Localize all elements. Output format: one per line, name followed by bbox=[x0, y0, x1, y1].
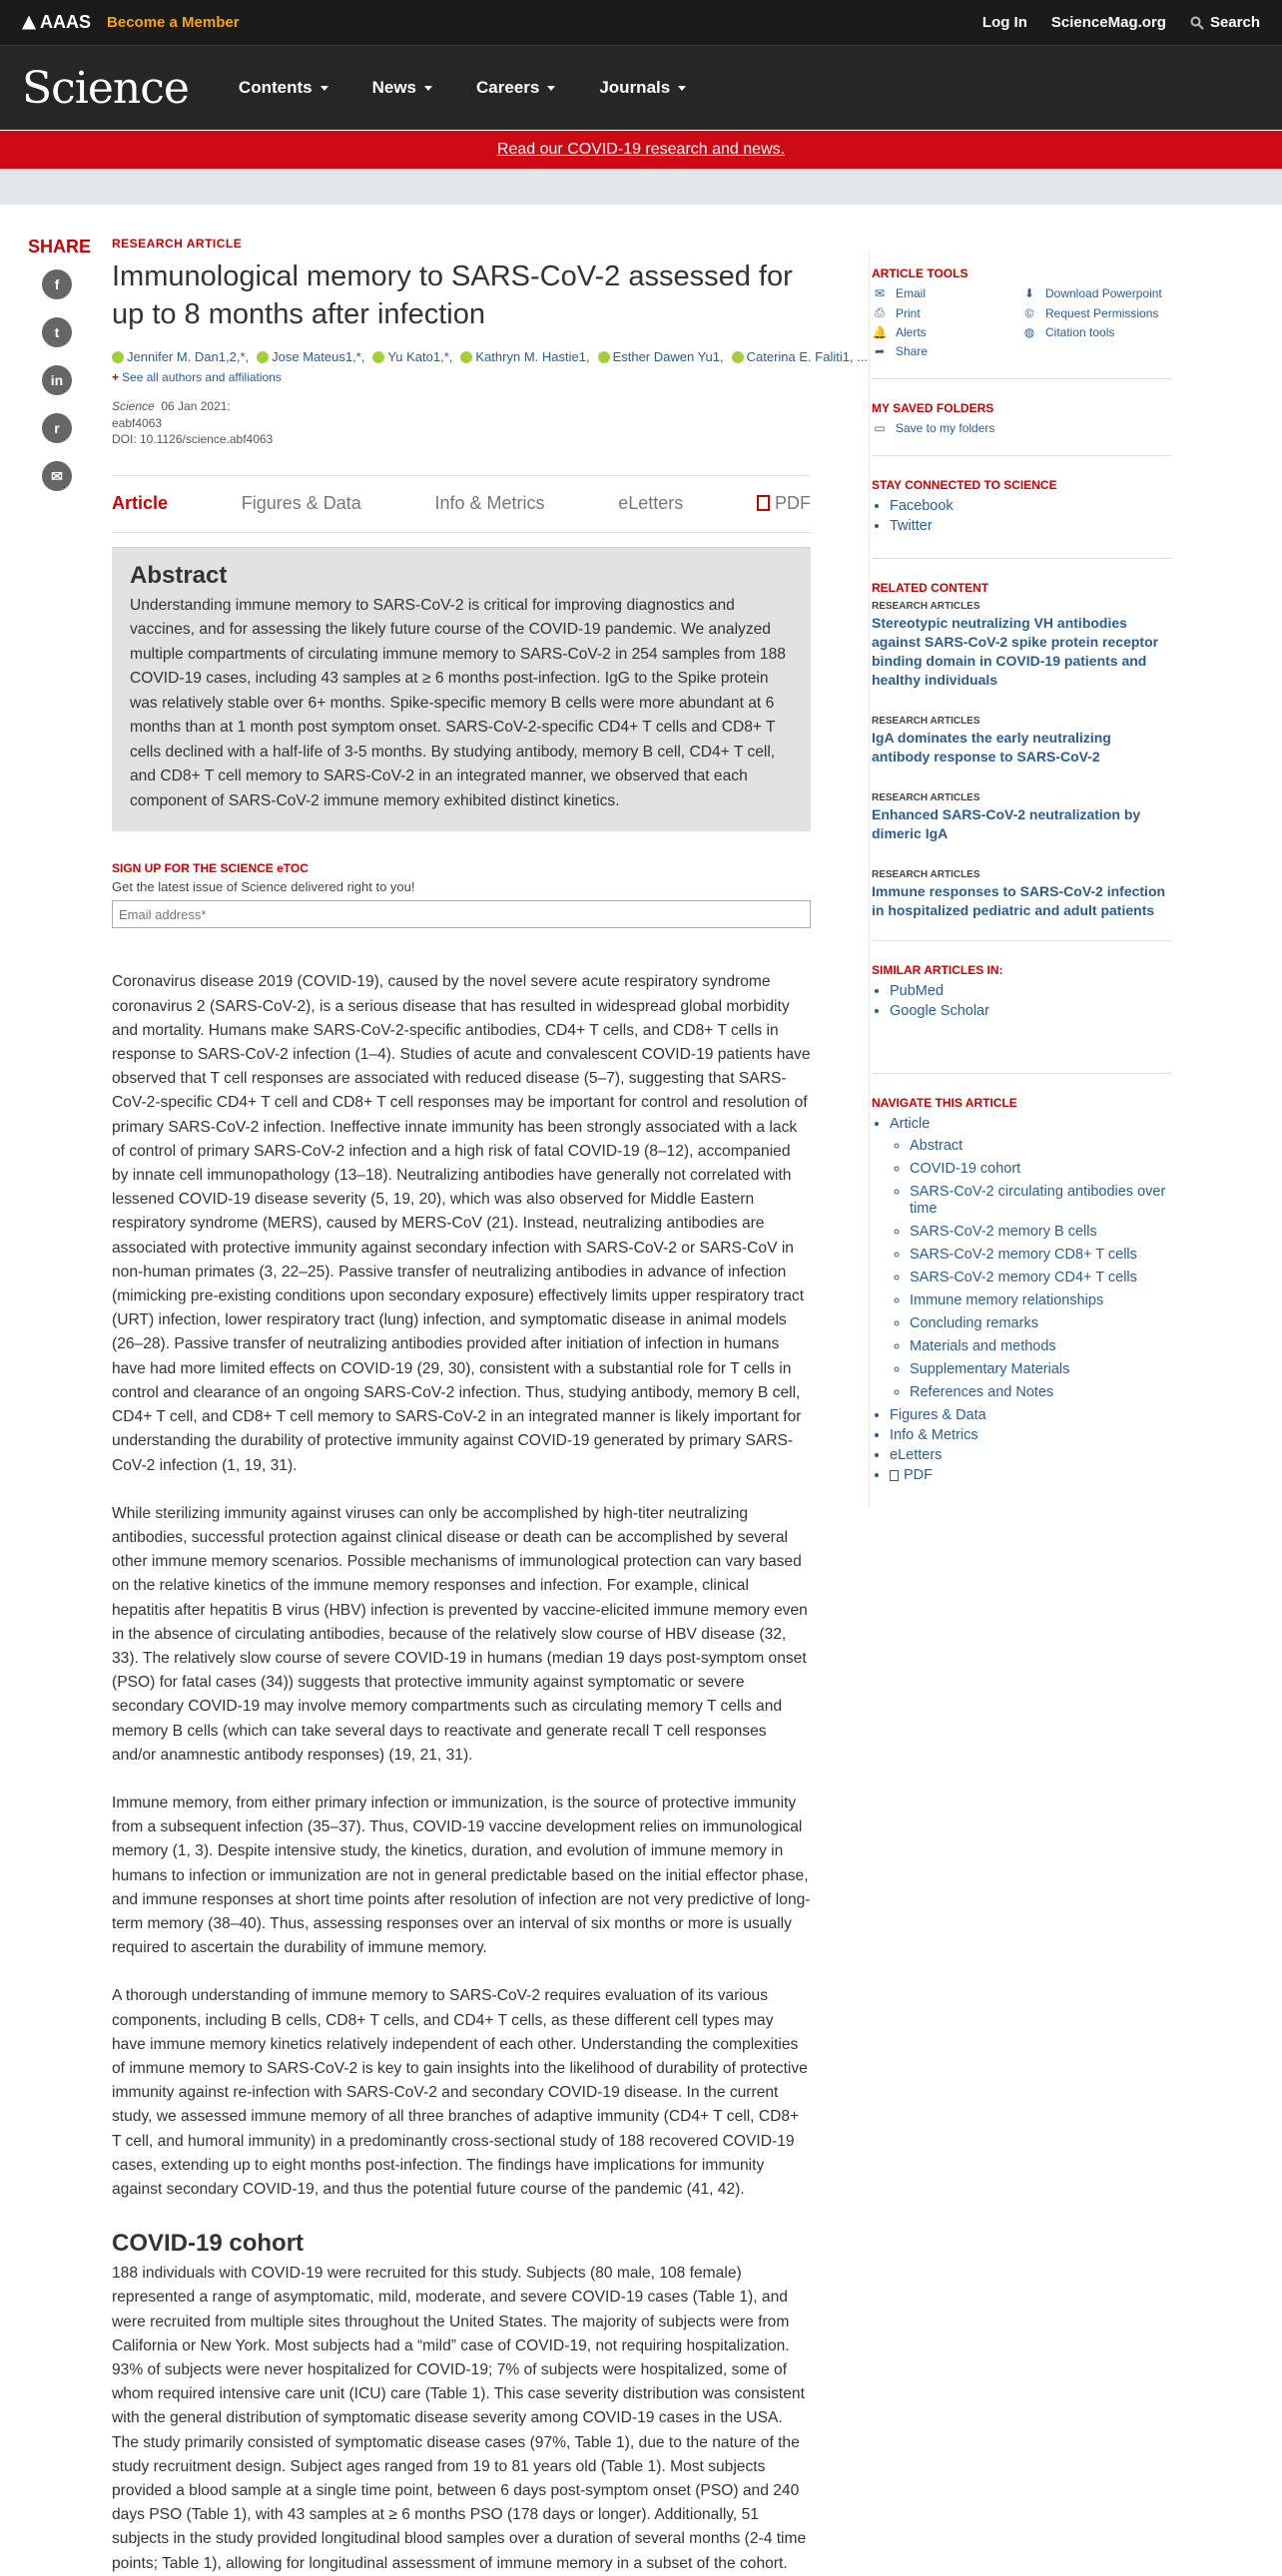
tool-download-powerpoint[interactable]: ⬇ Download Powerpoint bbox=[1021, 286, 1171, 300]
nav-concluding[interactable]: Concluding remarks bbox=[910, 1315, 1038, 1331]
author[interactable]: Jennifer M. Dan1,2,*, bbox=[112, 349, 249, 364]
aaas-logo[interactable]: AAAS bbox=[22, 12, 91, 33]
save-to-folders-link[interactable]: ▭ Save to my folders bbox=[872, 421, 1171, 435]
email-field[interactable] bbox=[112, 900, 811, 928]
nav-cd8-t-cells[interactable]: SARS-CoV-2 memory CD8+ T cells bbox=[910, 1247, 1137, 1263]
author-list bbox=[112, 349, 869, 365]
navigate-heading: NAVIGATE THIS ARTICLE bbox=[872, 1096, 1017, 1110]
main-nav bbox=[0, 46, 1282, 130]
copyright-icon: © bbox=[1024, 305, 1034, 320]
covid-banner bbox=[0, 131, 1282, 169]
related-kicker: RESEARCH ARTICLES bbox=[872, 869, 980, 880]
nav-covid-cohort[interactable]: COVID-19 cohort bbox=[910, 1161, 1021, 1177]
share-title: SHARE bbox=[28, 237, 92, 257]
facebook-icon[interactable]: f bbox=[42, 269, 72, 299]
related-kicker: RESEARCH ARTICLES bbox=[872, 716, 980, 727]
chevron-down-icon bbox=[320, 86, 328, 91]
nav-figures-data[interactable]: Figures & Data bbox=[890, 1407, 986, 1423]
search-button[interactable]: Search bbox=[1190, 14, 1260, 31]
section-heading: COVID-19 cohort bbox=[112, 2230, 305, 2258]
tool-alerts[interactable]: 🔔 Alerts bbox=[872, 325, 927, 339]
print-icon: ⎙ bbox=[875, 305, 885, 319]
become-member-link[interactable]: Become a Member bbox=[107, 14, 240, 31]
article-tabs bbox=[112, 475, 811, 533]
nav-journals[interactable]: Journals bbox=[599, 78, 686, 98]
abstract-text: Understanding immune memory to SARS-CoV-2 is critical for improving diagnostics and vaccines, and for assessing the likely future course of the COVID-19 pandemic. We analyzed multiple compartments of circulating immune memory to SARS-CoV-2 in 254 samples from 188 COVID-19 cases, including 43 samples at ≥ 6 months post-infection. IgG to the Spike protein was relatively stable over 6+ months. Spike-specific memory B cells were more abundant at 6 months than at 1 month post symptom onset. SARS-CoV-2-specific CD4+ T cells and CD8+ T cells declined with a half-life of 3-5 months. By studying antibody, memory B cell, CD4+ T cell, and CD8+ T cell memory to SARS-CoV-2 in an integrated manner, we observed that each component of SARS-CoV-2 immune memory exhibited distinct kinetics. bbox=[130, 596, 786, 809]
related-link[interactable]: Enhanced SARS-CoV-2 neutralization by dimeric IgA bbox=[872, 806, 1141, 841]
orcid-icon bbox=[257, 351, 269, 363]
body-paragraph: Immune memory, from either primary infection or immunization, is the source of protective immunity from a subsequent infection (35–37). Thus, COVID-19 vaccine development relies on immunological memory (1, 3). Despite intensive study, the kinetics, duration, and evolution of immune memory in humans to infection or immunization are not in general predictable based on the initial effector phase, and immune responses at short time points after resolution of infection are not very predictive of long-term memory (38–40). Thus, assessing responses over an interval of six months or more is usually required to ascertain the durability of immune memory. bbox=[112, 1794, 811, 1957]
etoc-subtitle: Get the latest issue of Science delivered right to you! bbox=[112, 879, 415, 895]
stay-connected bbox=[872, 456, 1171, 559]
body-paragraph: While sterilizing immunity against viruses can only be accomplished by high-titer neutralizing antibodies, successful protection against clinical disease or death can be accomplished by several other immune memory scenarios. Possible mechanisms of immunological protection can vary based on the relative kinetics of the immune memory responses and infection. For example, clinical hepatitis after hepatitis B virus (HBV) infection is prevented by vaccine-elicited immune memory even in the absence of circulating antibodies, because of the relatively slow course of HBV disease (32, 33). The relatively slow course of severe COVID-19 in humans (median 19 days post-symptom onset (PSO) for fatal cases (34)) suggests that protective immunity against symptomatic or severe secondary COVID-19 may involve memory compartments such as circulating memory T cells and memory B cells (which can take several days to reactivate and generate recall T cell responses and/or anamnestic antibody responses) (19, 21, 31). bbox=[112, 1504, 808, 1764]
nav-references[interactable]: References and Notes bbox=[910, 1384, 1054, 1400]
download-icon: ⬇ bbox=[1023, 286, 1035, 300]
nav-memory-b-cells[interactable]: SARS-CoV-2 memory B cells bbox=[910, 1224, 1097, 1240]
nav-abstract[interactable]: Abstract bbox=[910, 1138, 963, 1154]
facebook-link[interactable]: Facebook bbox=[890, 498, 954, 514]
pub-date: 06 Jan 2021: bbox=[161, 399, 231, 414]
related-kicker: RESEARCH ARTICLES bbox=[872, 601, 980, 612]
related-content-heading: RELATED CONTENT bbox=[872, 581, 989, 595]
abstract-heading: Abstract bbox=[130, 561, 228, 589]
chevron-down-icon bbox=[678, 86, 686, 91]
etoc-title: SIGN UP FOR THE SCIENCE eTOC bbox=[112, 861, 309, 876]
author[interactable]: Caterina E. Faliti1, ... bbox=[732, 349, 868, 364]
plus-icon: + bbox=[112, 370, 120, 385]
nav-methods[interactable]: Materials and methods bbox=[910, 1338, 1056, 1354]
similar-articles bbox=[872, 941, 1171, 1073]
covid-banner-link[interactable]: Read our COVID-19 research and news. bbox=[496, 141, 786, 158]
tool-print[interactable]: ⎙ Print bbox=[872, 305, 1021, 320]
stay-connected-heading: STAY CONNECTED TO SCIENCE bbox=[872, 478, 1057, 492]
nav-supplementary[interactable]: Supplementary Materials bbox=[910, 1361, 1070, 1377]
pdf-icon bbox=[890, 1470, 899, 1481]
eid: eabf4063 bbox=[112, 415, 163, 430]
article-main bbox=[112, 237, 869, 2576]
related-kicker: RESEARCH ARTICLES bbox=[872, 792, 980, 803]
author[interactable]: Kathryn M. Hastie1, bbox=[460, 349, 589, 364]
gray-strip bbox=[0, 169, 1282, 205]
twitter-link[interactable]: Twitter bbox=[890, 518, 933, 534]
nav-antibodies[interactable]: SARS-CoV-2 circulating antibodies over time bbox=[910, 1184, 1166, 1217]
etoc-signup bbox=[112, 861, 811, 928]
bell-icon: 🔔 bbox=[872, 325, 888, 339]
article-title: Immunological memory to SARS-CoV-2 assessed for up to 8 months after infection bbox=[112, 260, 793, 330]
abstract-box bbox=[112, 547, 811, 832]
author[interactable]: Esther Dawen Yu1, bbox=[598, 349, 724, 364]
globe-icon: ◍ bbox=[1023, 325, 1035, 339]
nav-news[interactable]: News bbox=[372, 78, 432, 98]
nav-article[interactable]: Article bbox=[890, 1116, 931, 1132]
related-link[interactable]: Stereotypic neutralizing VH antibodies against SARS-CoV-2 spike protein receptor binding domain in COVID-19 patients and healthy individuals bbox=[872, 615, 1159, 688]
pdf-icon bbox=[757, 495, 770, 511]
nav-info-metrics[interactable]: Info & Metrics bbox=[890, 1427, 978, 1443]
science-logo[interactable]: Science bbox=[22, 62, 189, 114]
related-link[interactable]: Immune responses to SARS-CoV-2 infection in hospitalized pediatric and adult patients bbox=[872, 883, 1166, 918]
search-icon bbox=[1190, 16, 1204, 30]
see-all-authors[interactable]: + See all authors and affiliations bbox=[112, 370, 282, 385]
orcid-icon bbox=[372, 351, 384, 363]
body-paragraph: A thorough understanding of immune memory to SARS-CoV-2 requires evaluation of its various components, including B cells, CD8+ T cells, and CD4+ T cells, as these different cell types may have immune memory kinetics relatively independent of each other. Understanding the complexities of immune memory to SARS-CoV-2 is key to gain insights into the likelihood of durability of protective immunity against re-infection with SARS-CoV-2 and secondary COVID-19 disease. In the current study, we assessed immune memory of all three branches of adaptive immunity (CD4+ T cell, CD8+ T cell, and humoral immunity) in a predominantly cross-sectional study of 188 recovered COVID-19 cases, extending up to eight months post-infection. The findings have implications for immunity against secondary COVID-19, and thus the potential future course of the pandemic (41, 42). bbox=[112, 1987, 808, 2198]
nav-pdf[interactable]: PDF bbox=[890, 1467, 933, 1483]
nav-careers[interactable]: Careers bbox=[476, 78, 555, 98]
linkedin-icon[interactable]: in bbox=[42, 365, 72, 395]
tab-figures[interactable]: Figures & Data bbox=[241, 493, 361, 514]
sciencemag-link[interactable]: ScienceMag.org bbox=[1050, 14, 1166, 31]
reddit-icon[interactable]: r bbox=[42, 413, 72, 443]
folder-icon: ▭ bbox=[874, 421, 886, 435]
nav-immune-memory[interactable]: Immune memory relationships bbox=[910, 1292, 1104, 1308]
chevron-down-icon bbox=[547, 86, 555, 91]
share-icon: ➦ bbox=[874, 344, 886, 358]
body-paragraph: Coronavirus disease 2019 (COVID-19), caused by the novel severe acute respiratory syndrome coronavirus 2 (SARS-CoV-2), is a serious disease that has resulted in widespread global morbidity and mortality. Humans make SARS-CoV-2-specific antibodies, CD4+ T cells, and CD8+ T cells in response to SARS-CoV-2 infection (1–4). Studies of acute and convalescent COVID-19 patients have observed that T cell responses are associated with reduced disease (5–7), suggesting that SARS-CoV-2-specific CD4+ T cell and CD8+ T cell responses may be important for control and resolution of primary SARS-CoV-2 infection. Ineffective innate immunity has been strongly associated with a lack of control of primary SARS-CoV-2 infection and a high risk of fatal COVID-19 (8–12), accompanied by innate cell immunopathology (13–18). Neutralizing antibodies have generally not correlated with lessened COVID-19 disease severity (5, 19, 20), which was also observed for Middle Eastern respiratory syndrome (MERS), caused by MERS-CoV (21). Instead, neutralizing antibodies are associated with protective immunity against secondary infection with SARS-CoV-2 or SARS-CoV in non-human primates (3, 22–25). Passive transfer of neutralizing antibodies in advance of infection (mimicking pre-existing conditions upon secondary exposure) effectively limits upper respiratory tract (URT) infection, lower respiratory tract (lung) infection, and symptomatic disease in animal models (26–28). Passive transfer of neutralizing antibodies provided after initiation of infection in humans have had more limited effects on COVID-19 (29, 30), consistent with a substantial role for T cells in control and clearance of an ongoing SARS-CoV-2 infection. Thus, studying antibody, memory B cell, CD4+ T cell, and CD8+ T cell memory to SARS-CoV-2 in an integrated manner is likely important for understanding the durability of protective immunity against COVID-19 generated by primary SARS-CoV-2 infection (1, 19, 31). bbox=[112, 973, 811, 1474]
nav-cd4-t-cells[interactable]: SARS-CoV-2 memory CD4+ T cells bbox=[910, 1270, 1137, 1286]
pubmed-link[interactable]: PubMed bbox=[890, 983, 945, 999]
right-rail bbox=[869, 251, 1171, 1507]
top-utility-bar bbox=[0, 0, 1282, 46]
tool-citation[interactable]: ◍ Citation tools bbox=[1021, 325, 1171, 339]
author[interactable]: Yu Kato1,*, bbox=[372, 349, 452, 364]
orcid-icon bbox=[732, 351, 744, 363]
article-kicker: RESEARCH ARTICLE bbox=[112, 237, 243, 251]
orcid-icon bbox=[460, 351, 472, 363]
share-column bbox=[28, 237, 92, 509]
tab-eletters[interactable]: eLetters bbox=[618, 493, 684, 514]
email-icon: ✉ bbox=[874, 286, 886, 300]
email-icon[interactable]: ✉ bbox=[42, 461, 72, 491]
saved-folders-heading: MY SAVED FOLDERS bbox=[872, 401, 994, 415]
body-paragraph: 188 individuals with COVID-19 were recruited for this study. Subjects (80 male, 108 female) represented a range of asymptomatic, mild, moderate, and severe COVID-19 cases (Table 1), and were recruited from multiple sites throughout the United States. The majority of subjects were from California or New York. Most subjects had a “mild” case of COVID-19, not requiring hospitalization. 93% of subjects were never hospitalized for COVID-19; 7% of subjects were hospitalized, some of whom required intensive care unit (ICU) care (Table 1). This case severity distribution was consistent with the general distribution of symptomatic disease severity among COVID-19 cases in the USA. The study primarily consisted of symptomatic disease cases (97%, Table 1), due to the nature of the study recruitment design. Subject ages ranged from 19 to 81 years old (Table 1). Most subjects provided a blood sample at a single time point, between 6 days post-symptom onset (PSO) and 240 days PSO (Table 1), with 43 samples at ≥ 6 months PSO (178 days or longer). Additionally, 51 subjects in the study provided longitudinal blood samples over a duration of several months (2-4 time points; Table 1), allowing for longitudinal assessment of immune memory in a subset of the cohort. bbox=[112, 2265, 807, 2572]
navigate-article bbox=[872, 1073, 1171, 1507]
orcid-icon bbox=[112, 351, 124, 363]
tab-pdf[interactable]: PDF bbox=[757, 493, 811, 514]
related-link[interactable]: IgA dominates the early neutralizing antibody response to SARS-CoV-2 bbox=[872, 730, 1111, 765]
twitter-icon[interactable]: t bbox=[42, 317, 72, 347]
login-link[interactable]: Log In bbox=[981, 14, 1027, 31]
tool-email[interactable]: ✉ Email bbox=[872, 286, 1021, 300]
google-scholar-link[interactable]: Google Scholar bbox=[890, 1003, 989, 1019]
saved-folders bbox=[872, 379, 1171, 456]
nav-contents[interactable]: Contents bbox=[239, 78, 328, 98]
author[interactable]: Jose Mateus1,*, bbox=[257, 349, 364, 364]
tool-request-permissions[interactable]: © Request Permissions bbox=[1021, 305, 1171, 320]
article-tools-heading: ARTICLE TOOLS bbox=[872, 266, 968, 280]
article-body bbox=[112, 970, 811, 2575]
article-tools bbox=[872, 251, 1171, 379]
nav-eletters[interactable]: eLetters bbox=[890, 1447, 943, 1463]
tool-share[interactable]: ➦ Share bbox=[872, 344, 1021, 358]
related-content bbox=[872, 559, 1171, 941]
orcid-icon bbox=[598, 351, 610, 363]
tab-article[interactable]: Article bbox=[112, 493, 169, 514]
similar-articles-heading: SIMILAR ARTICLES IN: bbox=[872, 963, 1003, 977]
chevron-down-icon bbox=[424, 86, 432, 91]
journal-name: Science bbox=[112, 399, 155, 414]
aaas-mark-icon bbox=[22, 16, 36, 30]
tab-info-metrics[interactable]: Info & Metrics bbox=[434, 493, 545, 514]
citation-block bbox=[112, 398, 811, 447]
doi[interactable]: DOI: 10.1126/science.abf4063 bbox=[112, 431, 274, 446]
